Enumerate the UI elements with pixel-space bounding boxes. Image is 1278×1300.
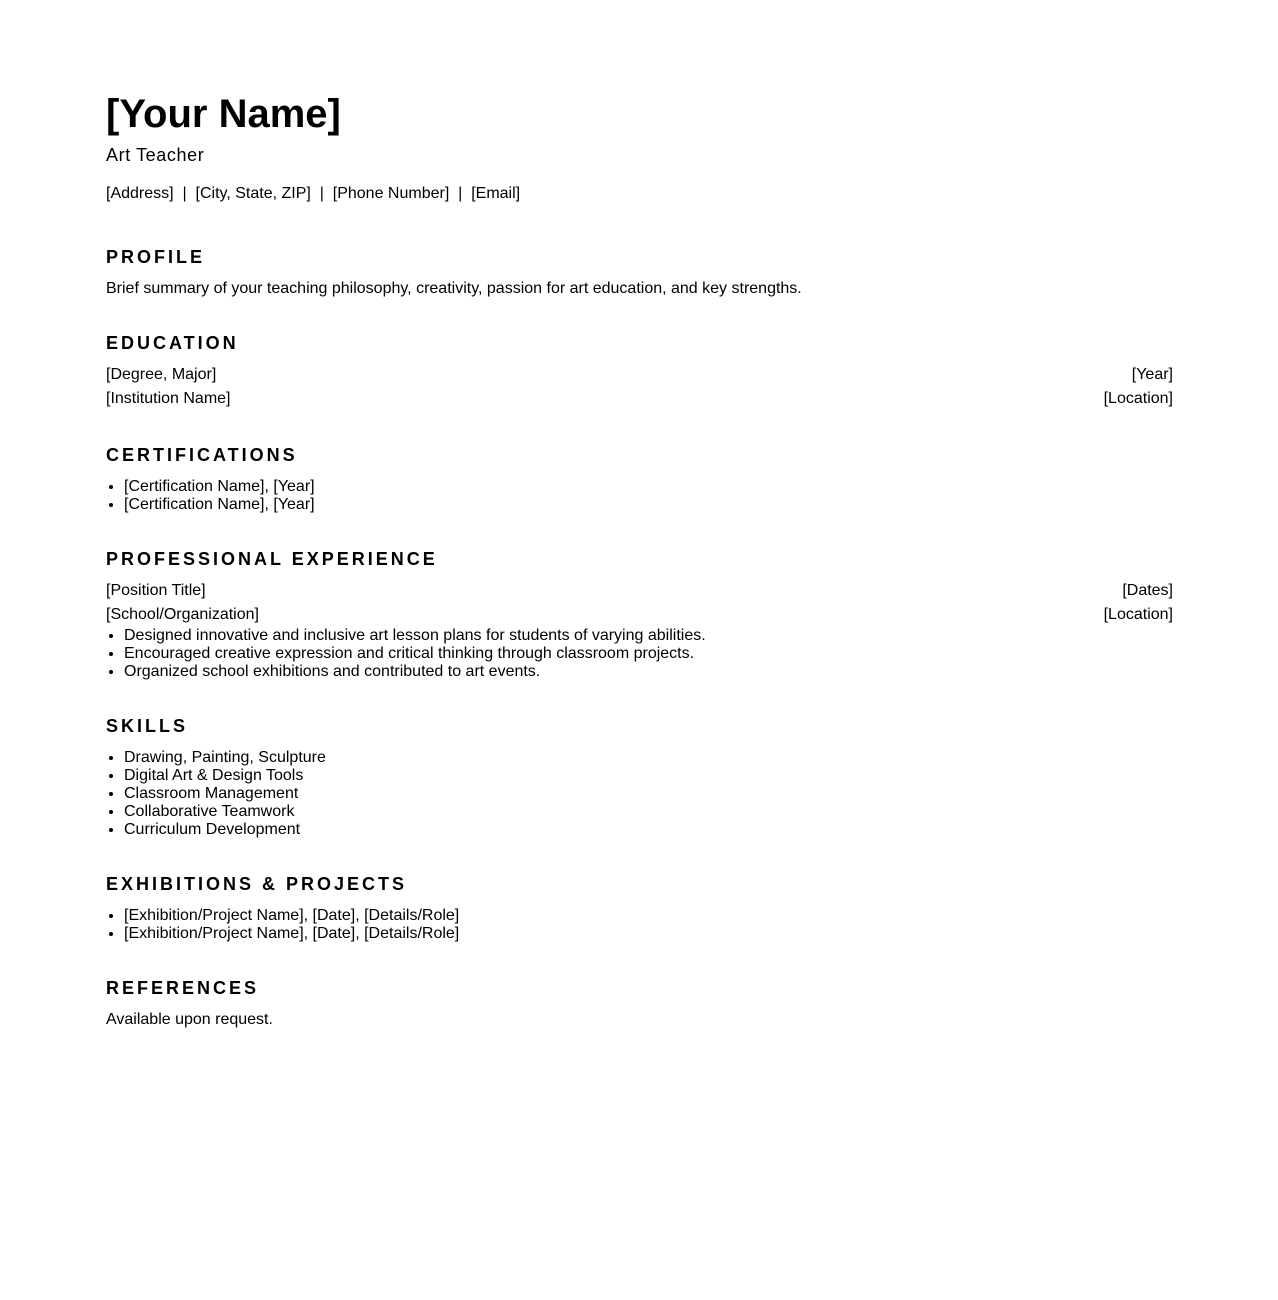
experience-list [106, 627, 1173, 681]
list-item: • Digital Art & Design Tools [124, 767, 1173, 785]
certifications-body [106, 478, 1173, 514]
list-item: • Collaborative Teamwork [124, 803, 1173, 821]
experience-organization: [School/Organization] [106, 606, 259, 623]
section-heading-references: REFERENCES [106, 978, 260, 998]
list-item: • [Exhibition/Project Name], [Date], [Details/Role] [124, 907, 1173, 925]
education-row-institution [106, 387, 1173, 411]
list-item: • Curriculum Development [124, 821, 1173, 839]
job-title: Art Teacher [106, 145, 205, 165]
education-degree: [Degree, Major] [106, 366, 217, 383]
education-institution: [Institution Name] [106, 390, 231, 407]
contact-line: [Address] | [City, State, ZIP] | [Phone Number] | [Email] [106, 185, 521, 202]
references-section [106, 977, 1173, 1029]
skills-body [106, 749, 1173, 839]
exhibitions-body [106, 907, 1173, 943]
experience-position: [Position Title] [106, 582, 206, 599]
list-item: • Organized school exhibitions and contributed to art events. [124, 663, 1173, 681]
certifications-list [106, 478, 1173, 514]
education-entry [106, 363, 1173, 411]
experience-row-organization [106, 603, 1173, 627]
section-heading-exhibitions: EXHIBITIONS & PROJECTS [106, 874, 408, 894]
skills-section [106, 715, 1173, 839]
section-heading-profile: PROFILE [106, 247, 206, 267]
references-text: Available upon request. [106, 1011, 273, 1028]
experience-entry [106, 579, 1173, 681]
list-item: • [Exhibition/Project Name], [Date], [Details/Role] [124, 925, 1173, 943]
education-row-degree [106, 363, 1173, 387]
skills-list [106, 749, 1173, 839]
list-item: • Classroom Management [124, 785, 1173, 803]
exhibitions-section [106, 873, 1173, 943]
list-item: • Designed innovative and inclusive art lesson plans for students of varying abilities. [124, 627, 1173, 645]
section-heading-certifications: CERTIFICATIONS [106, 445, 298, 465]
section-heading-skills: SKILLS [106, 716, 189, 736]
profile-section [106, 246, 1173, 298]
education-location: [Location] [1103, 390, 1173, 407]
experience-location: [Location] [1103, 606, 1173, 623]
resume-content [106, 90, 1173, 1029]
section-heading-education: EDUCATION [106, 333, 239, 353]
list-item: • Drawing, Painting, Sculpture [124, 749, 1173, 767]
experience-section [106, 548, 1173, 681]
education-section [106, 332, 1173, 411]
section-heading-experience: PROFESSIONAL EXPERIENCE [106, 549, 438, 569]
certifications-section [106, 444, 1173, 514]
education-year: [Year] [1131, 366, 1173, 383]
experience-row-position [106, 579, 1173, 603]
profile-text: Brief summary of your teaching philosophy, creativity, passion for art education, and key strengths. [106, 280, 802, 297]
list-item: • [Certification Name], [Year] [124, 496, 1173, 514]
list-item: • [Certification Name], [Year] [124, 478, 1173, 496]
list-item: • Encouraged creative expression and critical thinking through classroom projects. [124, 645, 1173, 663]
experience-dates: [Dates] [1122, 582, 1173, 599]
exhibitions-list [106, 907, 1173, 943]
resume-name: [Your Name] [106, 92, 341, 136]
